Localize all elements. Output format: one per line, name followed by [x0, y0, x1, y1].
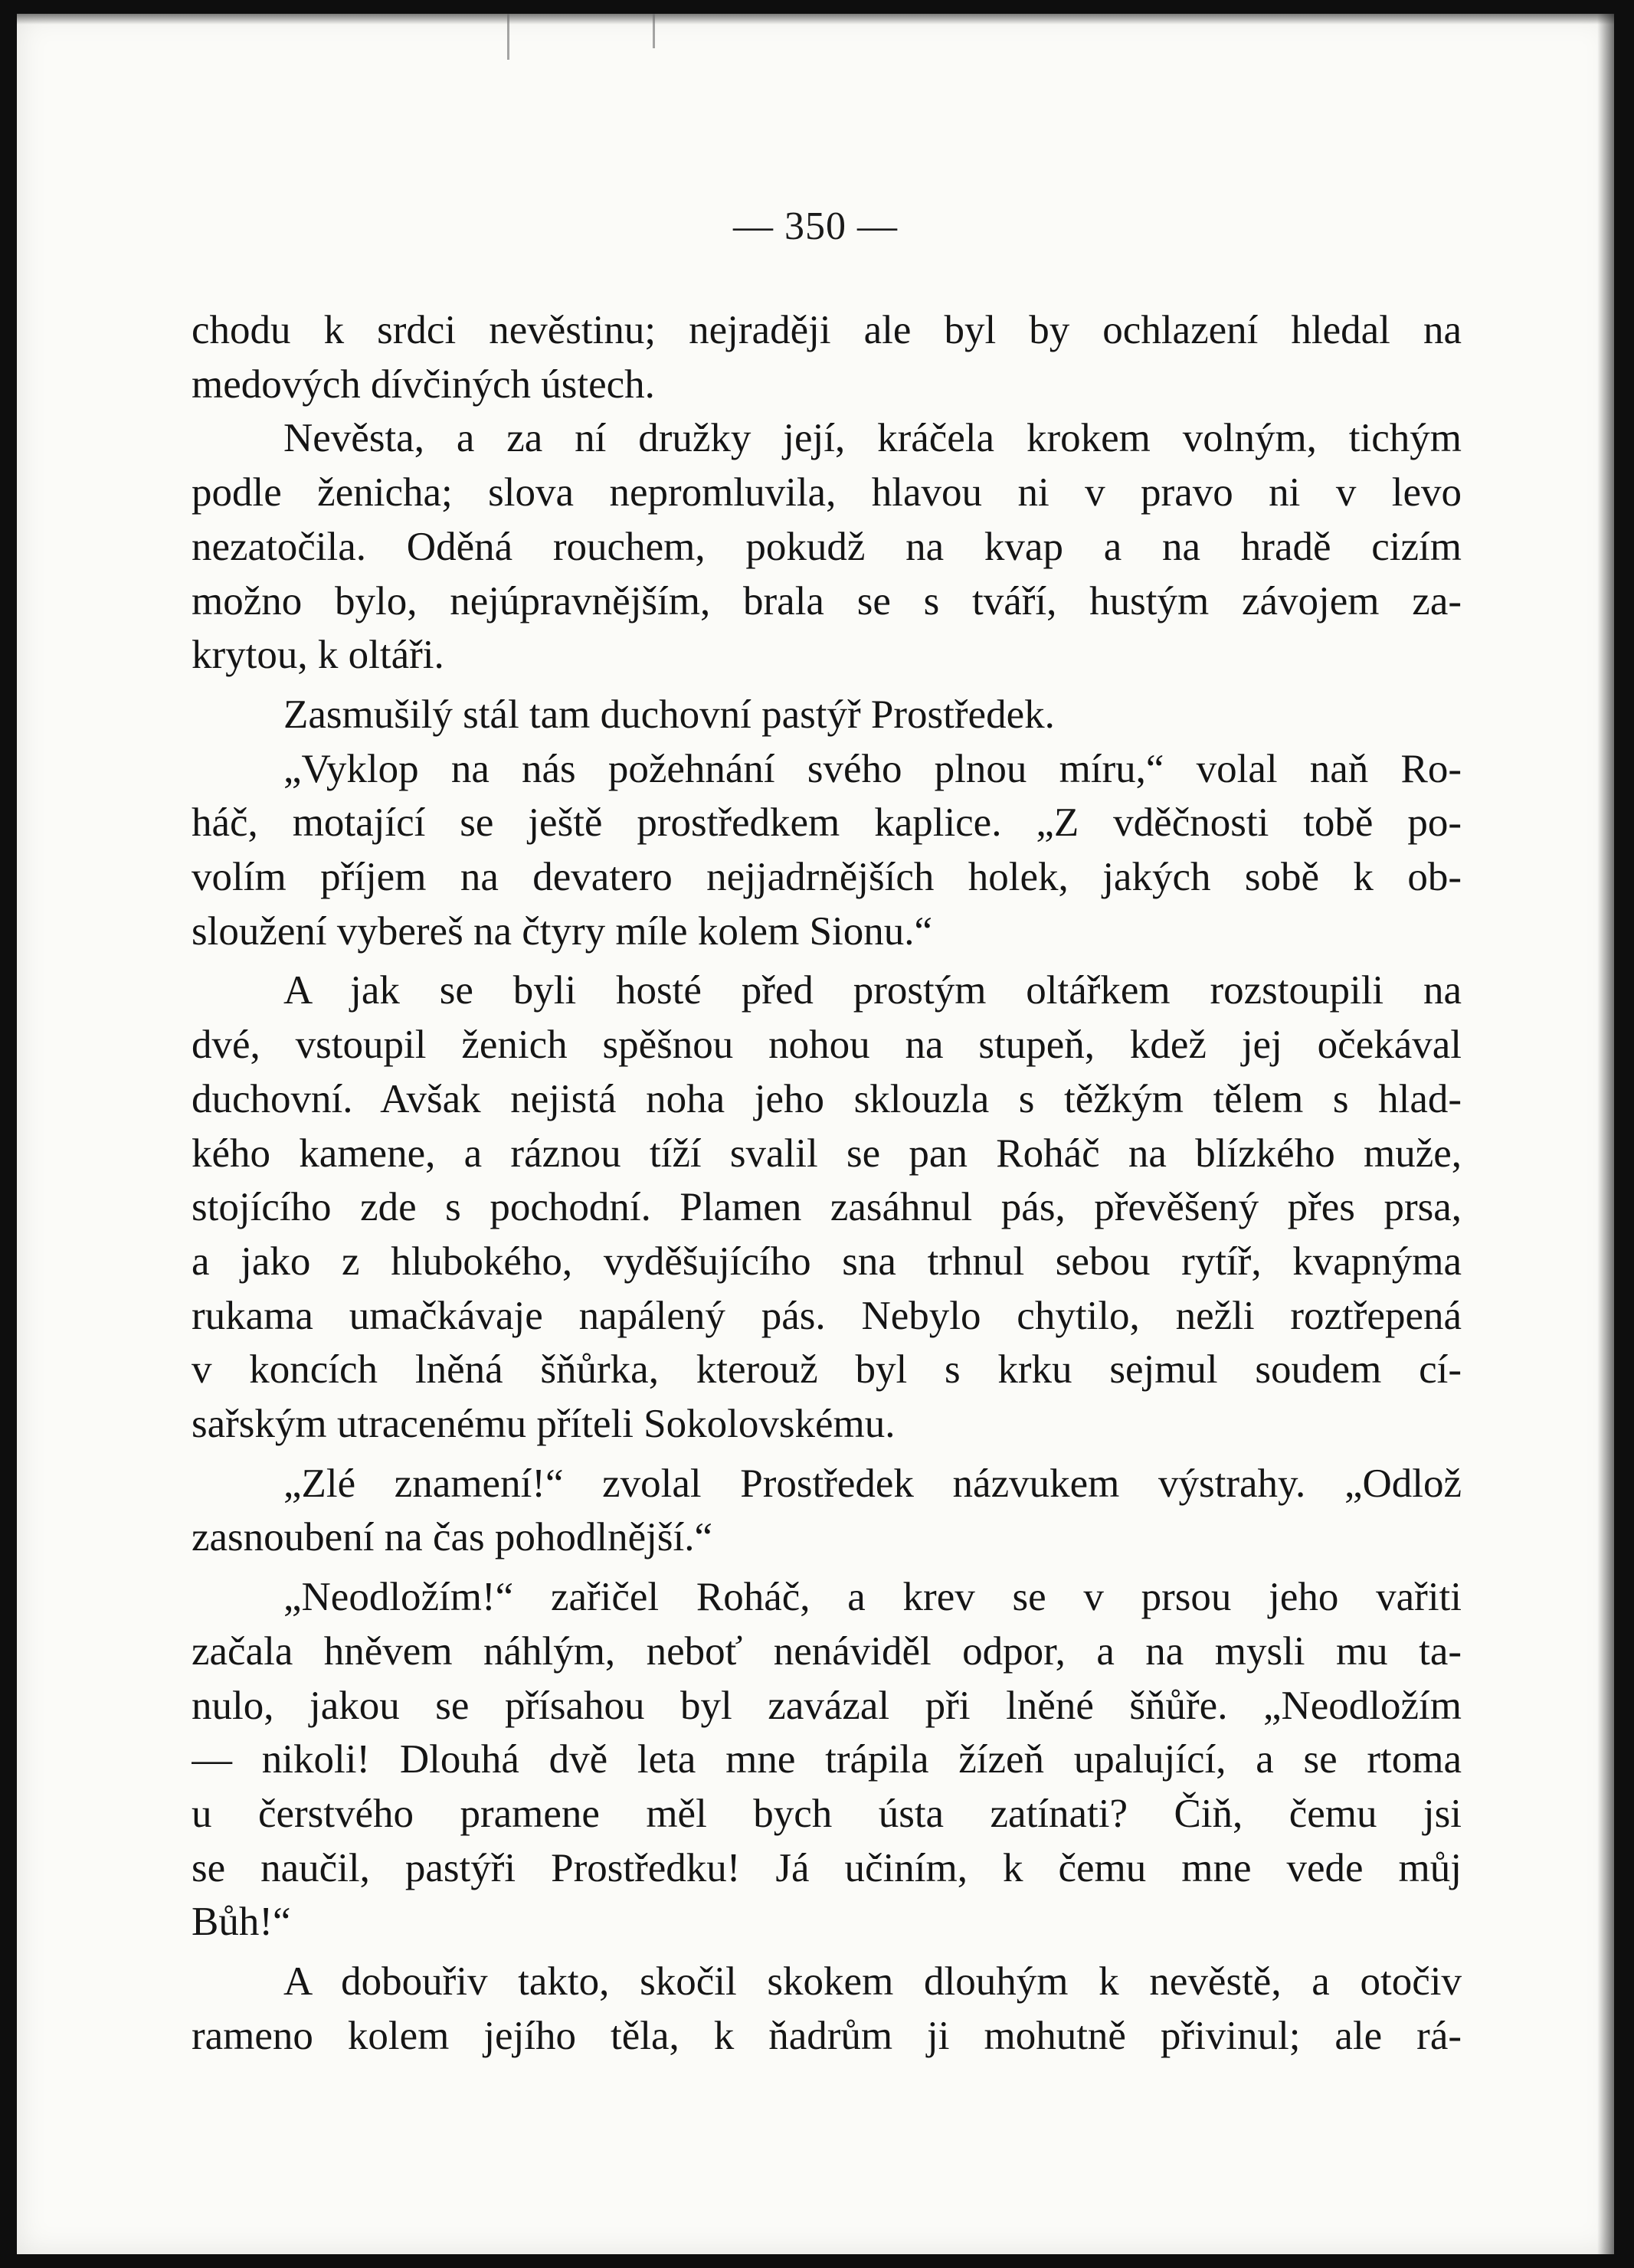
book-page — [17, 14, 1614, 2254]
text-line: sloužení vybereš na čtyry míle kolem Sionu.“ — [192, 908, 933, 954]
text-line: A dobouřiv takto, skočil skokem dlouhým k nevěstě, a otočiv — [283, 1959, 1462, 2005]
text-line: sařským utracenému příteli Sokolovskému. — [192, 1402, 896, 1447]
text-line: stojícího zde s pochodní. Plamen zasáhnul pás, převěšený přes prsa, — [192, 1185, 1462, 1230]
text-line: nezatočila. Oděná rouchem, pokudž na kvap a na hradě cizím — [192, 524, 1462, 569]
text-line: háč, motající se ještě prostředkem kaplice. „Z vděčnosti tobě po- — [192, 800, 1462, 846]
text-line: „Vyklop na nás požehnání svého plnou míru,“ volal naň Ro- — [283, 746, 1462, 791]
scan-artifact-mark — [653, 14, 655, 48]
text-line: medových dívčiných ústech. — [192, 362, 655, 407]
text-line: Nevěsta, a za ní družky její, kráčela krokem volným, tichým — [283, 416, 1462, 461]
text-line: dvé, vstoupil ženich spěšnou nohou na stupeň, kdež jej očekával — [192, 1023, 1462, 1068]
text-line: duchovní. Avšak nejistá noha jeho sklouzla s těžkým tělem s hlad- — [192, 1076, 1462, 1121]
text-line: a jako z hlubokého, vyděšujícího sna trhnul sebou rytíř, kvapnýma — [192, 1239, 1462, 1284]
text-line: nulo, jakou se přísahou byl zavázal při lněné šňůře. „Neodložím — [192, 1683, 1462, 1728]
text-line: „Zlé znamení!“ zvolal Prostředek názvukem výstrahy. „Odlož — [283, 1461, 1462, 1506]
text-line: u čerstvého pramene měl bych ústa zatínati? Čiň, čemu jsi — [192, 1791, 1462, 1836]
text-line: kého kamene, a ráznou tíží svalil se pan Roháč na blízkého muže, — [192, 1131, 1462, 1176]
text-line: chodu k srdci nevěstinu; nejraději ale byl by ochlazení hledal na — [192, 308, 1462, 352]
scan-artifact-mark — [507, 14, 509, 60]
text-line: Bůh!“ — [192, 1900, 291, 1945]
text-line: rameno kolem jejího těla, k ňadrům ji mohutně přivinul; ale rá- — [192, 2013, 1462, 2058]
text-line: možno bylo, nejúpravnějším, brala se s tváří, hustým závojem za- — [192, 578, 1462, 623]
text-line: A jak se byli hosté před prostým oltářkem rozstoupili na — [283, 968, 1462, 1013]
text-line: podle ženicha; slova nepromluvila, hlavou ni v pravo ni v levo — [192, 470, 1462, 515]
text-line: „Neodložím!“ zařičel Roháč, a krev se v prsou jeho vařiti — [283, 1575, 1462, 1620]
text-line: — nikoli! Dlouhá dvě leta mne trápila žízeň upalující, a se rtoma — [192, 1737, 1462, 1782]
text-line: volím příjem na devatero nejjadrnějších holek, jakých sobě k ob- — [192, 855, 1462, 900]
page-number: — 350 — — [733, 205, 898, 248]
body-text — [192, 303, 1462, 2063]
text-line: začala hněvem náhlým, neboť nenáviděl odpor, a na mysli mu ta- — [192, 1628, 1462, 1674]
scan-edge-top — [17, 14, 1614, 25]
scan-edge-right — [1597, 14, 1614, 2254]
text-line: se naučil, pastýři Prostředku! Já učiním, k čemu mne vede můj — [192, 1845, 1462, 1890]
text-line: krytou, k oltáři. — [192, 633, 444, 678]
text-line: rukama umačkávaje napálený pás. Nebylo chytilo, nežli roztřepená — [192, 1293, 1462, 1338]
text-line: Zasmušilý stál tam duchovní pastýř Prostředek. — [283, 692, 1055, 737]
text-line: zasnoubení na čas pohodlnější.“ — [192, 1515, 712, 1560]
text-line: v koncích lněná šňůrka, kterouž byl s krku sejmul soudem cí- — [192, 1347, 1462, 1393]
